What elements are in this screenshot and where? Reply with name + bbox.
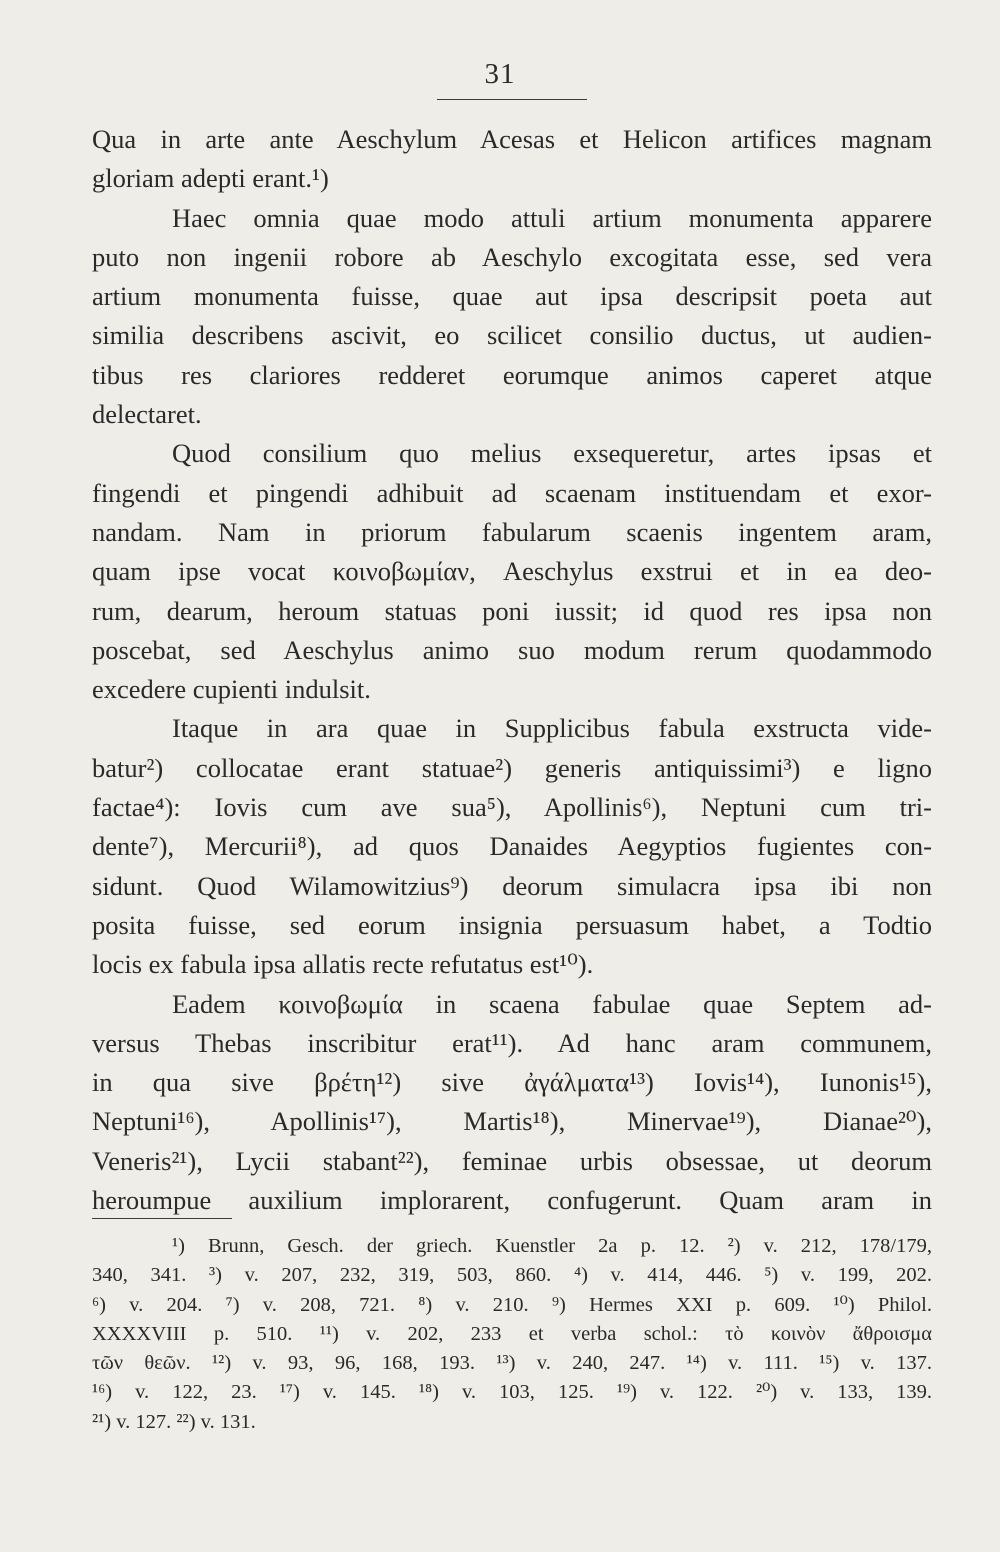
text-line: locis ex fabula ipsa allatis recte refutatus est¹⁰). — [92, 949, 594, 980]
text-line: excedere cupienti indulsit. — [92, 674, 371, 705]
text-line: nandam. Nam in priorum fabularum scaenis ingentem aram, — [92, 516, 932, 547]
text-line: Haec omnia quae modo attuli artium monumenta apparere — [172, 202, 932, 233]
text-line: puto non ingenii robore ab Aeschylo excogitata esse, sed vera — [92, 241, 932, 272]
text-line: delectaret. — [92, 399, 202, 430]
text-line: fingendi et pingendi adhibuit ad scaenam instituendam et exor- — [92, 477, 932, 508]
footnote-line: ⁶) v. 204. ⁷) v. 208, 721. ⁸) v. 210. ⁹) Hermes XXI p. 609. ¹⁰) Philol. — [92, 1293, 932, 1316]
text-line: gloriam adepti erant.¹) — [92, 163, 329, 194]
text-line: in qua sive βρέτη¹²) sive ἀγάλματα¹³) Iovis¹⁴), Iunonis¹⁵), — [92, 1067, 932, 1098]
text-line: versus Thebas inscribitur erat¹¹). Ad hanc aram communem, — [92, 1027, 932, 1058]
text-line: similia describens ascivit, eo scilicet consilio ductus, ut audien- — [92, 320, 932, 351]
main-text — [92, 120, 932, 1220]
text-line: rum, dearum, heroum statuas poni iussit; id quod res ipsa non — [92, 595, 932, 626]
footnote-separator — [92, 1218, 232, 1219]
header-rule — [437, 99, 587, 100]
footnote-line: τῶν θεῶν. ¹²) v. 93, 96, 168, 193. ¹³) v. 240, 247. ¹⁴) v. 111. ¹⁵) v. 137. — [92, 1352, 932, 1375]
text-line: Quod consilium quo melius exsequeretur, artes ipsas et — [172, 438, 932, 469]
footnote-line: ¹) Brunn, Gesch. der griech. Kuenstler 2a p. 12. ²) v. 212, 178/179, — [172, 1235, 932, 1257]
text-line: Neptuni¹⁶), Apollinis¹⁷), Martis¹⁸), Minervae¹⁹), Dianae²⁰), — [92, 1106, 932, 1137]
text-line: sidunt. Quod Wilamowitzius⁹) deorum simulacra ipsa ibi non — [92, 870, 932, 901]
text-line: batur²) collocatae erant statuae²) generis antiquissimi³) e ligno — [92, 752, 932, 783]
text-line: poscebat, sed Aeschylus animo suo modum rerum quodammodo — [92, 634, 932, 665]
text-line: quam ipse vocat κοινοβωμίαν, Aeschylus exstrui et in ea deo- — [92, 556, 932, 587]
footnote-line: ¹⁶) v. 122, 23. ¹⁷) v. 145. ¹⁸) v. 103, 125. ¹⁹) v. 122. ²⁰) v. 133, 139. — [92, 1381, 932, 1404]
footnotes — [92, 1232, 932, 1437]
text-line: Itaque in ara quae in Supplicibus fabula exstructa vide- — [172, 713, 932, 744]
footnote-line: XXXXVIII p. 510. ¹¹) v. 202, 233 et verba schol.: τὸ κοινὸν ἄθροισμα — [92, 1322, 932, 1345]
text-line: heroumpue auxilium implorarent, confugerunt. Quam aram in — [92, 1185, 932, 1216]
footnote-line: ²¹) v. 127. ²²) v. 131. — [92, 1410, 256, 1433]
text-line: tibus res clariores redderet eorumque animos caperet atque — [92, 359, 932, 390]
text-line: artium monumenta fuisse, quae aut ipsa descripsit poeta aut — [92, 281, 932, 312]
text-line: dente⁷), Mercurii⁸), ad quos Danaides Aegyptios fugientes con- — [92, 831, 932, 862]
footnote-line: 340, 341. ³) v. 207, 232, 319, 503, 860. ⁴) v. 414, 446. ⁵) v. 199, 202. — [92, 1264, 932, 1287]
text-line: posita fuisse, sed eorum insignia persuasum habet, a Todtio — [92, 909, 932, 940]
page-number: 31 — [484, 58, 516, 90]
text-line: factae⁴): Iovis cum ave sua⁵), Apollinis⁶), Neptuni cum tri- — [92, 792, 932, 823]
text-line: Eadem κοινοβωμία in scaena fabulae quae Septem ad- — [172, 988, 932, 1019]
text-line: Qua in arte ante Aeschylum Acesas et Helicon artifices magnam — [92, 124, 932, 154]
text-line: Veneris²¹), Lycii stabant²²), feminae urbis obsessae, ut deorum — [92, 1145, 932, 1176]
